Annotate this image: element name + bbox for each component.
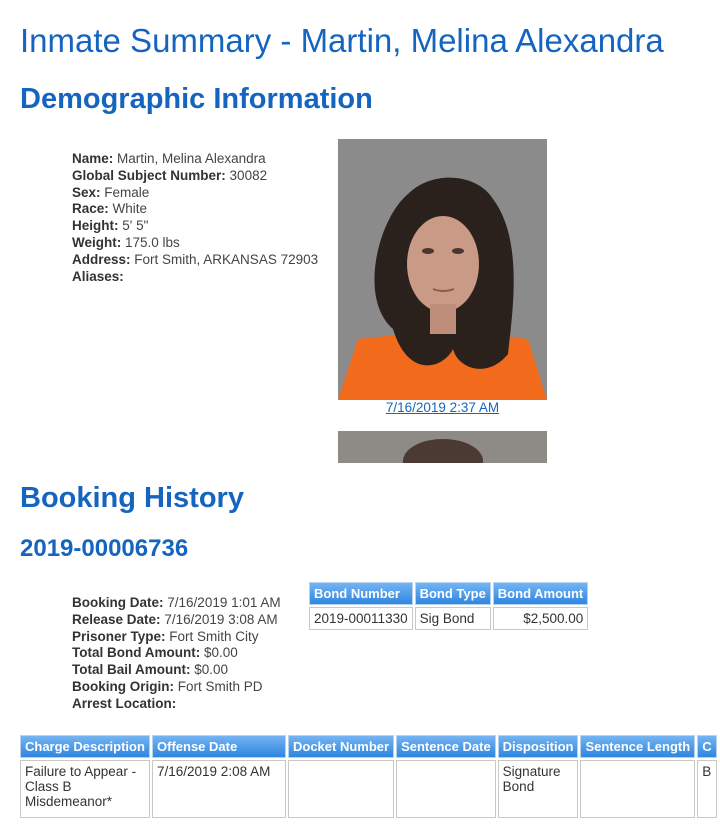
booking-number: 2019-00006736 bbox=[20, 535, 189, 562]
field-aliases: Aliases: bbox=[72, 268, 124, 284]
field-total-bail-amount: Total Bail Amount: $0.00 bbox=[72, 662, 229, 678]
field-height: Height: 5' 5" bbox=[72, 218, 149, 234]
col-bond-amount: Bond Amount bbox=[493, 582, 588, 605]
col-offense-date: Offense Date bbox=[152, 735, 286, 758]
field-booking-origin: Booking Origin: Fort Smith PD bbox=[72, 678, 263, 694]
cell-truncated: B bbox=[697, 760, 716, 818]
mugshot-image bbox=[338, 139, 547, 400]
table-row bbox=[20, 760, 717, 818]
field-name: Name: Martin, Melina Alexandra bbox=[72, 151, 266, 166]
mugshot-image-2 bbox=[338, 431, 547, 463]
col-charge-description: Charge Description bbox=[20, 735, 150, 758]
cell-bond-amount: $2,500.00 bbox=[493, 607, 588, 630]
page-title: Inmate Summary - Martin, Melina Alexandra bbox=[20, 22, 664, 59]
field-weight: Weight: 175.0 lbs bbox=[72, 234, 180, 250]
cell-sentence-length bbox=[580, 760, 695, 818]
charge-table-header bbox=[20, 735, 717, 758]
col-docket-number: Docket Number bbox=[288, 735, 394, 758]
field-race: Race: White bbox=[72, 201, 148, 217]
col-bond-number: Bond Number bbox=[309, 582, 413, 605]
booking-fields bbox=[72, 595, 281, 713]
field-sex: Sex: Female bbox=[72, 184, 150, 200]
demographic-heading: Demographic Information bbox=[20, 83, 373, 115]
demographic-fields bbox=[72, 151, 318, 285]
col-sentence-date: Sentence Date bbox=[396, 735, 496, 758]
mugshot-photo[interactable] bbox=[338, 139, 547, 400]
cell-bond-number: 2019-00011330 bbox=[309, 607, 413, 630]
col-disposition: Disposition bbox=[498, 735, 579, 758]
field-global-subject-number: Global Subject Number: 30082 bbox=[72, 167, 268, 183]
mugshot-photo-2[interactable] bbox=[338, 431, 547, 463]
field-address: Address: Fort Smith, ARKANSAS 72903 bbox=[72, 251, 319, 267]
booking-history-heading: Booking History bbox=[20, 482, 244, 514]
col-bond-type: Bond Type bbox=[415, 582, 491, 605]
charge-table bbox=[18, 733, 719, 820]
field-prisoner-type: Prisoner Type: Fort Smith City bbox=[72, 628, 259, 644]
col-sentence-length: Sentence Length bbox=[580, 735, 695, 758]
field-total-bond-amount: Total Bond Amount: $0.00 bbox=[72, 645, 238, 661]
field-arrest-location: Arrest Location: bbox=[72, 695, 177, 711]
field-booking-date: Booking Date: 7/16/2019 1:01 AM bbox=[72, 595, 281, 610]
bond-table-header bbox=[309, 582, 588, 605]
col-truncated: C bbox=[697, 735, 716, 758]
cell-bond-type: Sig Bond bbox=[415, 607, 491, 630]
cell-charge-description: Failure to Appear - Class B Misdemeanor* bbox=[20, 760, 150, 818]
cell-disposition: Signature Bond bbox=[498, 760, 579, 818]
photo-date-link[interactable]: 7/16/2019 2:37 AM bbox=[385, 400, 500, 415]
field-release-date: Release Date: 7/16/2019 3:08 AM bbox=[72, 611, 278, 627]
cell-docket-number bbox=[288, 760, 394, 818]
bond-table bbox=[307, 580, 590, 632]
cell-sentence-date bbox=[396, 760, 496, 818]
table-row bbox=[309, 607, 588, 630]
cell-offense-date: 7/16/2019 2:08 AM bbox=[152, 760, 286, 818]
